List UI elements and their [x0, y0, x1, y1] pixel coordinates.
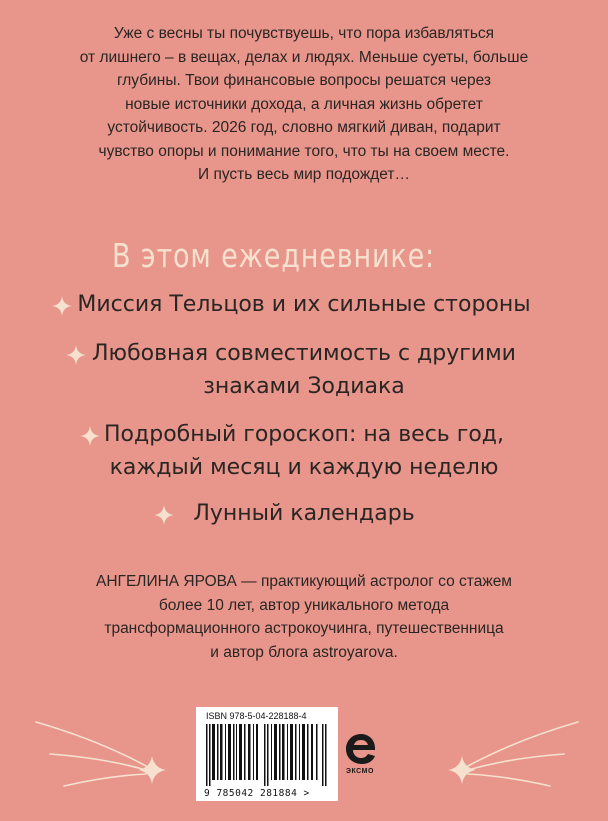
intro-line: глубины. Твои финансовые вопросы решатся через — [116, 72, 492, 89]
feature-line: каждый месяц и каждую неделю — [109, 455, 499, 480]
publisher-name: ЭКСМО — [346, 768, 374, 775]
shooting-star-right-icon — [436, 700, 586, 800]
feature-text — [0, 418, 608, 484]
author-line: трансформационного астрокоучинга, путешественница — [104, 620, 504, 637]
intro-line: от лишнего – в вещах, делах и людях. Меньше суеты, больше — [79, 48, 529, 66]
author-line: и автор блога astroyarova. — [210, 643, 398, 661]
feature-line: знаками Зодиака — [203, 374, 405, 399]
features-heading: В этом ежедневнике: — [112, 236, 436, 275]
intro-line: И пусть весь мир подождет… — [198, 166, 410, 183]
author-line: более 10 лет, автор уникального метода — [158, 596, 450, 614]
shooting-star-left-icon — [28, 700, 178, 800]
feature-line: Подробный гороскоп: на весь год, — [104, 422, 504, 447]
feature-text — [0, 337, 608, 403]
intro-paragraph — [60, 22, 548, 187]
barcode-bars — [206, 724, 328, 786]
intro-line: устойчивость. 2026 год, словно мягкий диван, подарит — [107, 119, 501, 136]
feature-line: Миссия Тельцов и их сильные стороны — [77, 292, 531, 317]
author-line: АНГЕЛИНА ЯРОВА — практикующий астролог со стажем — [96, 573, 512, 590]
feature-line: Лунный календарь — [193, 501, 415, 526]
feature-text — [0, 497, 608, 530]
intro-line: Уже с весны ты почувствуешь, что пора избавляться — [113, 25, 495, 42]
feature-line: Любовная совместимость с другими — [92, 341, 516, 366]
isbn-text: ISBN 978-5-04-228188-4 — [206, 711, 307, 721]
barcode — [196, 707, 338, 801]
feature-text — [0, 288, 608, 321]
intro-line: новые источники дохода, а личная жизнь обретет — [125, 95, 483, 113]
barcode-number: 9 785042 281884 > — [204, 788, 310, 799]
author-bio — [50, 570, 558, 664]
intro-line: чувство опоры и понимание того, что ты на своем месте. — [98, 142, 510, 160]
